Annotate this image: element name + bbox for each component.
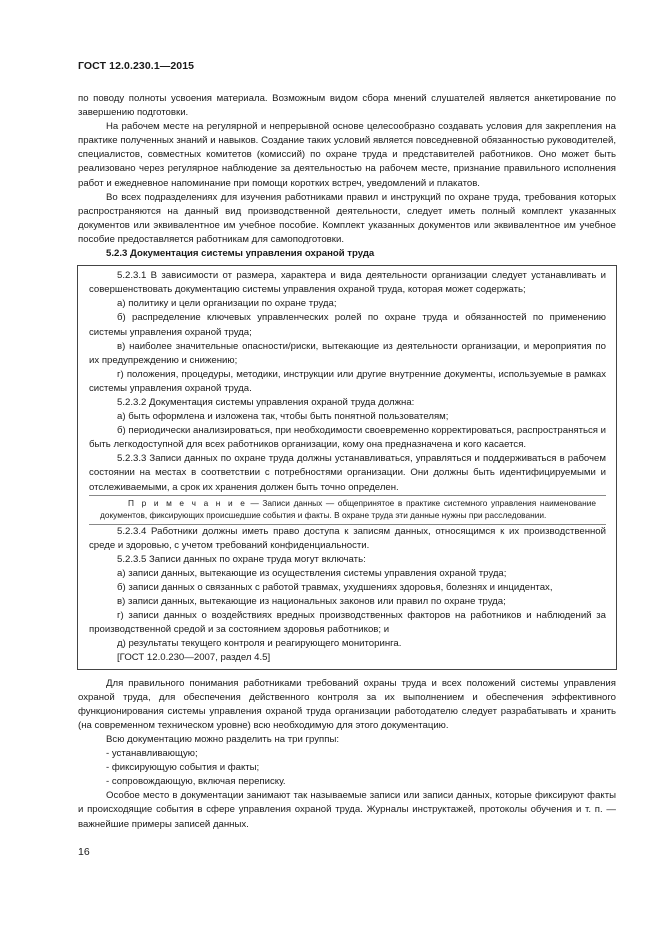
list-item: г) записи данных о воздействиях вредных производственных факторов на работников и наблюдений за производственной средой и за состоянием здоровья работников; и (89, 610, 606, 636)
paragraph: Для правильного понимания работниками требований охраны труда и всех положений системы управления охраной труда, для обеспечения действенного контроля за их выполнением и обеспечения эффективного функционирования системы управления охраной труда организации работодателю следует разрабатывать и хранить (на современном техническом уровне) всю необходимую для этого документацию. (78, 677, 616, 731)
note-text: — Записи данных — общепринятое в практике системного управления наименование документов, фиксирующих происшедшие события и факты. В охране труда эти данные нужны при расследовании. (100, 497, 596, 521)
list-item: в) записи данных, вытекающие из национальных законов или правил по охране труда; (117, 596, 506, 608)
list-item: - устанавливающую; (106, 748, 198, 760)
list-item: д) результаты текущего контроля и реагирующего мониторинга. (117, 638, 402, 650)
paragraph: На рабочем месте на регулярной и непрерывной основе целесообразно создавать условия для закрепления на практике полученных знаний и навыков. Создание таких условий является повседневной обязанностью руководителей, специалистов, совместных комитетов (комиссий) по охране труда и представителей работников. Оно может быть реализовано через регулярное наблюдение за деятельностью на рабочем месте, признание правильного исполнения работ и ежедневное напоминание при помощи коротких встреч, уведомлений и плакатов. (78, 121, 616, 189)
note-label: П р и м е ч а н и е (128, 497, 247, 508)
list-item: - сопровождающую, включая переписку. (106, 776, 286, 788)
list-item: - фиксирующую события и факты; (106, 762, 260, 774)
list-item: б) периодически анализироваться, при необходимости своевременно корректироваться, распространяться и быть легкодоступной для всех работников организации, кому она предназначена и кого касается. (89, 425, 606, 451)
list-item: б) распределение ключевых управленческих ролей по охране труда и обязанностей по применению системы управления охраной труда; (89, 312, 606, 338)
list-item: а) политику и цели организации по охране труда; (117, 298, 337, 310)
paragraph: Особое место в документации занимают так называемые записи или записи данных, которые фиксируют факты и происходящие события в сфере управления охраной труда. Журналы инструктажей, протоколы обучения и т. п. — важнейшие примеры записей данных. (78, 790, 616, 830)
list-item: в) наиболее значительные опасности/риски, вытекающие из деятельности организации, и мероприятия по их предупреждению и снижению; (89, 340, 606, 366)
page-number: 16 (78, 846, 90, 858)
paragraph: Всю документацию можно разделить на три группы: (106, 733, 339, 745)
box-paragraph: 5.2.3.4 Работники должны иметь право доступа к записям данных, относящимся к их производственной среде и здоровью, с учетом требований конфиденциальности. (89, 525, 606, 551)
box-paragraph: 5.2.3.2 Документация системы управления охраной труда должна: (117, 396, 415, 408)
list-item: а) записи данных, вытекающие из осуществления системы управления охраной труда; (117, 567, 507, 579)
box-paragraph: 5.2.3.1 В зависимости от размера, характера и вида деятельности организации следует устанавливать и совершенствовать документацию системы управления охраной труда, которая может содержать; (89, 270, 606, 296)
citation: [ГОСТ 12.0.230—2007, раздел 4.5] (117, 652, 271, 664)
note (89, 495, 606, 525)
section-heading: 5.2.3 Документация системы управления охраной труда (106, 248, 375, 260)
quoted-standard-box (77, 265, 617, 669)
list-item: г) положения, процедуры, методики, инструкции или другие внутренние документы, используемые в рамках системы управления охраной труда. (89, 368, 606, 394)
list-item: а) быть оформлена и изложена так, чтобы быть понятной пользователям; (117, 411, 449, 423)
document-header: ГОСТ 12.0.230.1—2015 (78, 60, 195, 72)
box-paragraph: 5.2.3.5 Записи данных по охране труда могут включать: (117, 553, 366, 565)
paragraph: по поводу полноты усвоения материала. Возможным видом сбора мнений слушателей является анкетирование по завершению подготовки. (78, 93, 616, 119)
list-item: б) записи данных о связанных с работой травмах, ухудшениях здоровья, болезнях и инцидентах, (117, 582, 553, 593)
box-paragraph: 5.2.3.3 Записи данных по охране труда должны устанавливаться, управляться и поддерживаться в рабочем состоянии на местах в соответствии с потребностями организации. Они должны быть идентифицируемыми и отслеживаемыми, а срок их хранения должен быть точно определен. (89, 453, 606, 493)
paragraph: Во всех подразделениях для изучения работниками правил и инструкций по охране труда, требования которых распространяются на данный вид производственной деятельности, следует иметь полный комплект указанных документов или эквивалентное им учебное пособие. Комплект указанных документов или эквивалентное им учебное пособие предоставляется работникам для самоподготовки. (78, 191, 616, 245)
page-content (78, 92, 616, 832)
